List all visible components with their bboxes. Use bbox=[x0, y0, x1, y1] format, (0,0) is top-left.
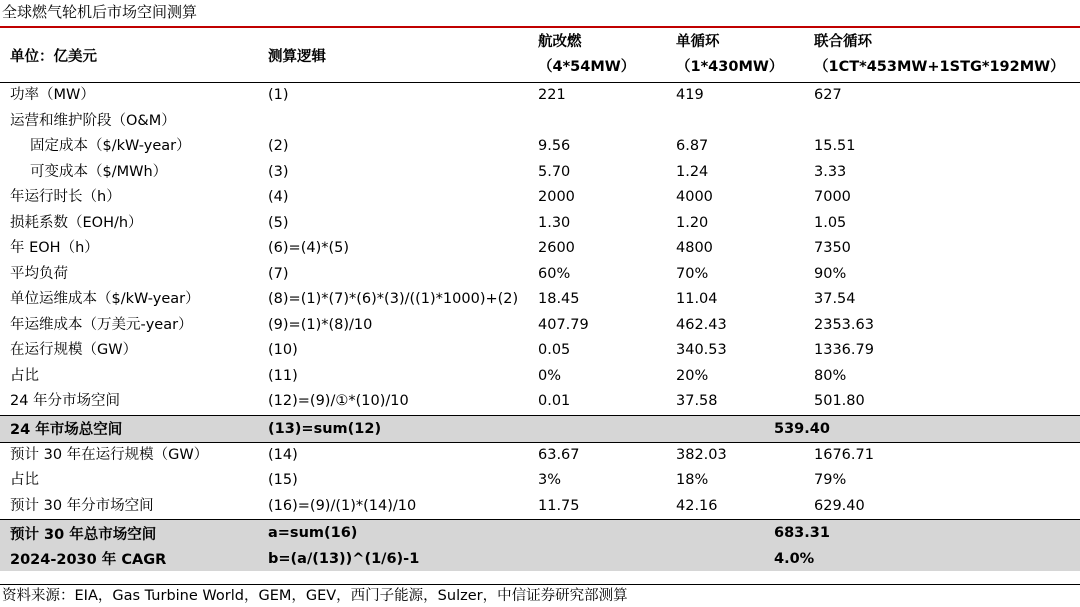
header-unit: 单位：亿美元 bbox=[0, 28, 258, 83]
table-row: 单位运维成本（$/kW-year） (8)=(1)*(7)*(6)*(3)/((1)*1000)+(2) 18.45 11.04 37.54 bbox=[10, 291, 856, 308]
table-row: 可变成本（$/MWh） (3) 5.70 1.24 3.33 bbox=[30, 163, 847, 180]
cagr-row: 2024-2030 年 CAGR b=(a/(13))^(1/6)-1 4.0% bbox=[0, 546, 1080, 571]
table-bottom-rule bbox=[0, 584, 1080, 585]
header-simple-cycle: 单循环 （1*430MW） bbox=[666, 28, 804, 83]
table-row: 预计 30 年在运行规模（GW） (14) 63.67 382.03 1676.71 bbox=[10, 446, 874, 463]
table-header-row bbox=[0, 28, 1080, 83]
table-row: 占比 (15) 3% 18% 79% bbox=[10, 472, 847, 489]
header-combined-cycle: 联合循环 （1CT*453MW+1STG*192MW） bbox=[804, 28, 1080, 83]
source-note: 资料来源：EIA，Gas Turbine World，GEM，GEV，西门子能源，Sulzer，中信证券研究部测算 bbox=[2, 588, 628, 604]
table-title: 全球燃气轮机后市场空间测算 bbox=[2, 3, 198, 21]
table-row: 预计 30 年分市场空间 (16)=(9)/(1)*(14)/10 11.75 42.16 629.40 bbox=[10, 497, 865, 514]
table-row: 年运维成本（万美元-year） (9)=(1)*(8)/10 407.79 462.43 2353.63 bbox=[10, 316, 874, 333]
header-logic: 测算逻辑 bbox=[258, 28, 528, 83]
cagr-value: 4.0% bbox=[528, 546, 1080, 571]
table-row: 年运行时长（h） (4) 2000 4000 7000 bbox=[10, 189, 851, 206]
table-row: 固定成本（$/kW-year） (2) 9.56 6.87 15.51 bbox=[30, 138, 856, 155]
total-2024-row: 24 年市场总空间 (13)=sum(12) 539.40 bbox=[0, 415, 1080, 442]
table-row: 占比 (11) 0% 20% 80% bbox=[10, 367, 847, 384]
table-row: 24 年分市场空间 (12)=(9)/①*(10)/10 0.01 37.58 501.80 bbox=[10, 393, 865, 410]
total-2030-row: 预计 30 年总市场空间 a=sum(16) 683.31 bbox=[0, 520, 1080, 547]
total-2024-value: 539.40 bbox=[528, 415, 1080, 442]
table-row: 在运行规模（GW） (10) 0.05 340.53 1336.79 bbox=[10, 342, 874, 359]
market-size-table bbox=[0, 28, 1080, 571]
header-aeroderivative: 航改燃 （4*54MW） bbox=[528, 28, 666, 83]
table-row: 平均负荷 (7) 60% 70% 90% bbox=[10, 265, 847, 282]
table-row: 运营和维护阶段（O&M） bbox=[10, 112, 176, 129]
table-row: 功率（MW） (1) 221 419 627 bbox=[10, 87, 842, 104]
table-row: 损耗系数（EOH/h） (5) 1.30 1.20 1.05 bbox=[10, 214, 847, 231]
total-2030-value: 683.31 bbox=[528, 520, 1080, 547]
table-row: 年 EOH（h） (6)=(4)*(5) 2600 4800 7350 bbox=[10, 240, 851, 257]
